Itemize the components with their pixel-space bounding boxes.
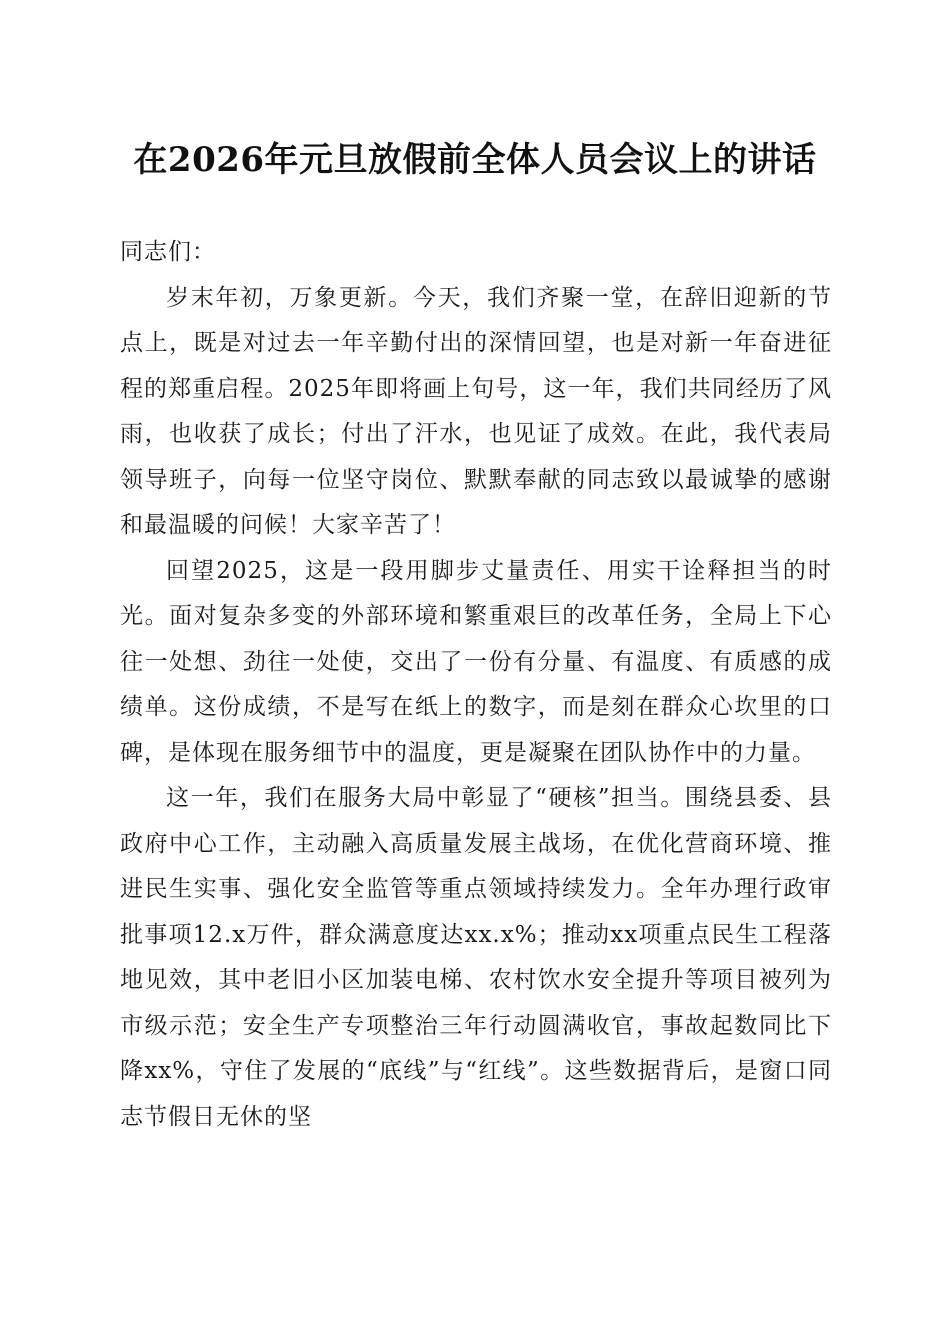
document-body [120,230,832,1140]
paragraph-3: 这一年，我们在服务大局中彰显了“硬核”担当。围绕县委、县政府中心工作，主动融入高质量发展主战场，在优化营商环境、推进民生实事、强化安全监管等重点领域持续发力。全年办理行政审批事项12.x万件，群众满意度达xx.x%；推动xx项重点民生工程落地见效，其中老旧小区加装电梯、农村饮水安全提升等项目被列为市级示范；安全生产专项整治三年行动圆满收官，事故起数同比下降xx%，守住了发展的“底线”与“红线”。这些数据背后，是窗口同志节假日无休的坚 [120,785,832,1130]
salutation: 同志们： [120,239,216,265]
paragraph-2: 回望2025，这是一段用脚步丈量责任、用实干诠释担当的时光。面对复杂多变的外部环境和繁重艰巨的改革任务，全局上下心往一处想、劲往一处使，交出了一份有分量、有温度、有质感的成绩单。这份成绩，不是写在纸上的数字，而是刻在群众心坎里的口碑，是体现在服务细节中的温度，更是凝聚在团队协作中的力量。 [120,557,832,766]
document-title: 在2026年元旦放假前全体人员会议上的讲话 [133,140,817,180]
paragraph-1: 岁末年初，万象更新。今天，我们齐聚一堂，在辞旧迎新的节点上，既是对过去一年辛勤付出的深情回望，也是对新一年奋进征程的郑重启程。2025年即将画上句号，这一年，我们共同经历了风雨，也收获了成长；付出了汗水，也见证了成效。在此，我代表局领导班子，向每一位坚守岗位、默默奉献的同志致以最诚挚的感谢和最温暖的问候！大家辛苦了！ [120,284,832,538]
